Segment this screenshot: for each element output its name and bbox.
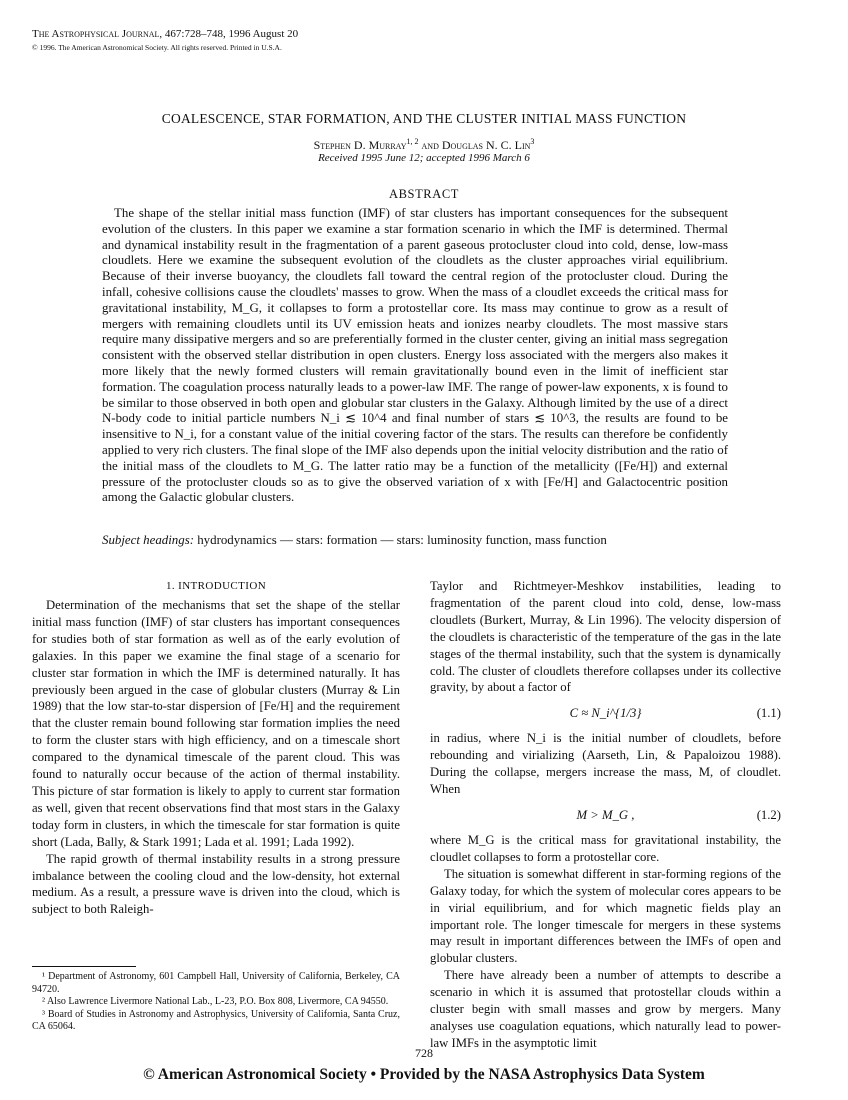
subject-headings	[102, 533, 728, 549]
equation-1-2	[430, 807, 781, 823]
intro-paragraph-1: Determination of the mechanisms that set the shape of the stellar initial mass function (IMF) of star clusters has important consequences for studies both of star formation as well as of the early evolution of galaxies. In this paper we examine the final stage of a scenario for cluster star formation in which the IMF is determined naturally. It has previously been argued in the case of globular clusters (Murray & Lin 1989) that the low star-to-star dispersion of [Fe/H] and the requirement that the cluster remain bound following star formation implies the need to form the cluster stars with high efficiency, and on a timescale short compared to the dynamical timescale of the parent cloud. This was found to naturally occur because of the action of thermal instability. This picture of star formation is likely to apply to current star formation as well, given that recent observations find that most stars in the Galaxy today form in clusters, in which the timescale for star formation is quite short (Lada, Bally, & Stark 1991; Lada et al. 1991; Lada 1992).	[32, 598, 400, 849]
intro-paragraph-2-continued: Taylor and Richtmeyer-Meshkov instabilities, leading to fragmentation of the parent cloud into cold, dense, low-mass cloudlets (Burkert, Murray, & Lin 1996). The velocity dispersion of the cloudlets is characteristic of the temperature of the gas in the late stages of the thermal instability, such that the system is dynamically cold. The cluster of cloudlets therefore collapses under its collective gravity, by about a factor of	[430, 579, 781, 695]
section-heading-introduction: 1. INTRODUCTION	[165, 580, 267, 592]
equation-1-1-number: (1.1)	[756, 706, 781, 721]
author-lin: Douglas N. C. Lin	[441, 138, 531, 152]
footnote-2: ² Also Lawrence Livermore National Lab., L-23, P.O. Box 808, Livermore, CA 94550.	[42, 996, 389, 1007]
equation-1-2-expression: M > M_G ,	[576, 807, 635, 822]
intro-paragraph-4: where M_G is the critical mass for gravitational instability, the cloudlet collapses to form a protostellar core.	[430, 832, 781, 864]
page-number: 728	[415, 1046, 433, 1060]
equation-1-1-expression: C ≈ N_i^{1/3}	[569, 706, 642, 721]
footnote-rule	[32, 966, 136, 967]
author-murray-affil: 1, 2	[406, 137, 419, 146]
author-murray: Stephen D. Murray	[313, 138, 407, 152]
right-column	[430, 578, 781, 1052]
journal-name: The Astrophysical Journal	[32, 28, 160, 40]
paper-title: COALESCENCE, STAR FORMATION, AND THE CLUSTER INITIAL MASS FUNCTION	[161, 111, 687, 126]
intro-paragraph-2: The rapid growth of thermal instability results in a strong pressure imbalance between the cooling cloud and the low-density, hot external medium. As a result, a pressure wave is driven into the cloud, which is subject to both Raleigh-	[32, 851, 400, 917]
author-line	[0, 137, 848, 153]
received-dates: Received 1995 June 12; accepted 1996 March 6	[318, 152, 530, 164]
intro-paragraph-6: There have already been a number of attempts to describe a scenario in which it is assumed that protostellar clouds within a cluster begin with small masses and grow by mergers. Many analyses use coagulation equations, which naturally lead to power-law IMFs in the asymptotic limit	[430, 968, 781, 1050]
author-lin-affil: 3	[530, 137, 535, 146]
abstract-heading: ABSTRACT	[388, 187, 460, 201]
intro-paragraph-3: in radius, where N_i is the initial number of cloudlets, before rebounding and virializing (Aarseth, Lin, & Papaloizou 1988). During the collapse, mergers increase the mass, M, of cloudlet. When	[430, 731, 781, 797]
subject-headings-label: Subject headings:	[102, 533, 195, 547]
copyright-line: © 1996. The American Astronomical Society. All rights reserved. Printed in U.S.A.	[32, 43, 282, 52]
footnotes	[32, 966, 400, 1034]
abstract-text: The shape of the stellar initial mass function (IMF) of star clusters has important consequences for the subsequent evolution of the clusters. In this paper we examine a star formation scenario in which the IMF is determined. Thermal and dynamical instability result in the fragmentation of a parent gaseous protocluster cloud into cold, dense, low-mass cloudlets. Here we examine the subsequent evolution of the cloudlets as the cluster approaches virial equilibrium. Because of their inverse buoyancy, the cloudlets fall toward the central region of the protocluster cloud. During the infall, cohesive collisions cause the cloudlets' masses to grow. When the mass of a cloudlet exceeds the critical mass for gravitational instability, M_G, it collapses to form a protostellar core. Its mass may continue to grow as a result of mergers with remaining cloudlets until its UV emission heats and ionizes nearby cloudlets. The most massive stars require many dissipative mergers and so are preferentially formed in the cluster center, giving an initial mass segregation consistent with the observed stellar distribution in open clusters. Energy loss associated with the mergers also makes it more likely that the newly formed clusters will remain gravitationally bound even in the limit of inefficient star formation. The coagulation process naturally leads to a power-law IMF. The range of power-law exponents, x is found to be similar to those observed in both open and globular star clusters in the Galaxy. Although limited by the use of a direct N-body code to initial particle numbers N_i ≲ 10^4 and final number of stars ≲ 10^3, the results are found to be insensitive to N_i, for a constant value of the initial covering factor of the stars. The results can therefore be confidently applied to very rich clusters. The final slope of the IMF also depends upon the initial velocity distribution and the ratio of the initial mass of the cloudlets to M_G. The latter ratio may be a function of the metallicity ([Fe/H]) and external pressure of the protocluster clouds so as to give the observed variation of x with [Fe/H] and Galactocentric position among the Galactic globular clusters.	[102, 206, 728, 505]
journal-citation	[32, 28, 298, 41]
footnote-1: ¹ Department of Astronomy, 601 Campbell Hall, University of California, Berkeley, CA 94720.	[32, 971, 400, 995]
left-column	[32, 578, 400, 918]
ads-footer: © American Astronomical Society • Provided by the NASA Astrophysics Data System	[143, 1066, 705, 1083]
subject-headings-list: hydrodynamics — stars: formation — stars: luminosity function, mass function	[194, 533, 607, 547]
intro-paragraph-5: The situation is somewhat different in star-forming regions of the Galaxy today, for which the system of molecular cores appears to be in virial equilibrium, and for which magnetic fields play an important role. The longer timescale for mergers in these systems may result in important differences between the IMFs of open and globular clusters.	[430, 866, 781, 966]
author-conjunction: and	[418, 138, 442, 152]
equation-1-1	[430, 705, 781, 721]
journal-reference: , 467:728–748, 1996 August 20	[159, 28, 299, 40]
footnote-3: ³ Board of Studies in Astronomy and Astrophysics, University of California, Santa Cruz, CA 65064.	[32, 1008, 400, 1032]
equation-1-2-number: (1.2)	[756, 807, 781, 822]
